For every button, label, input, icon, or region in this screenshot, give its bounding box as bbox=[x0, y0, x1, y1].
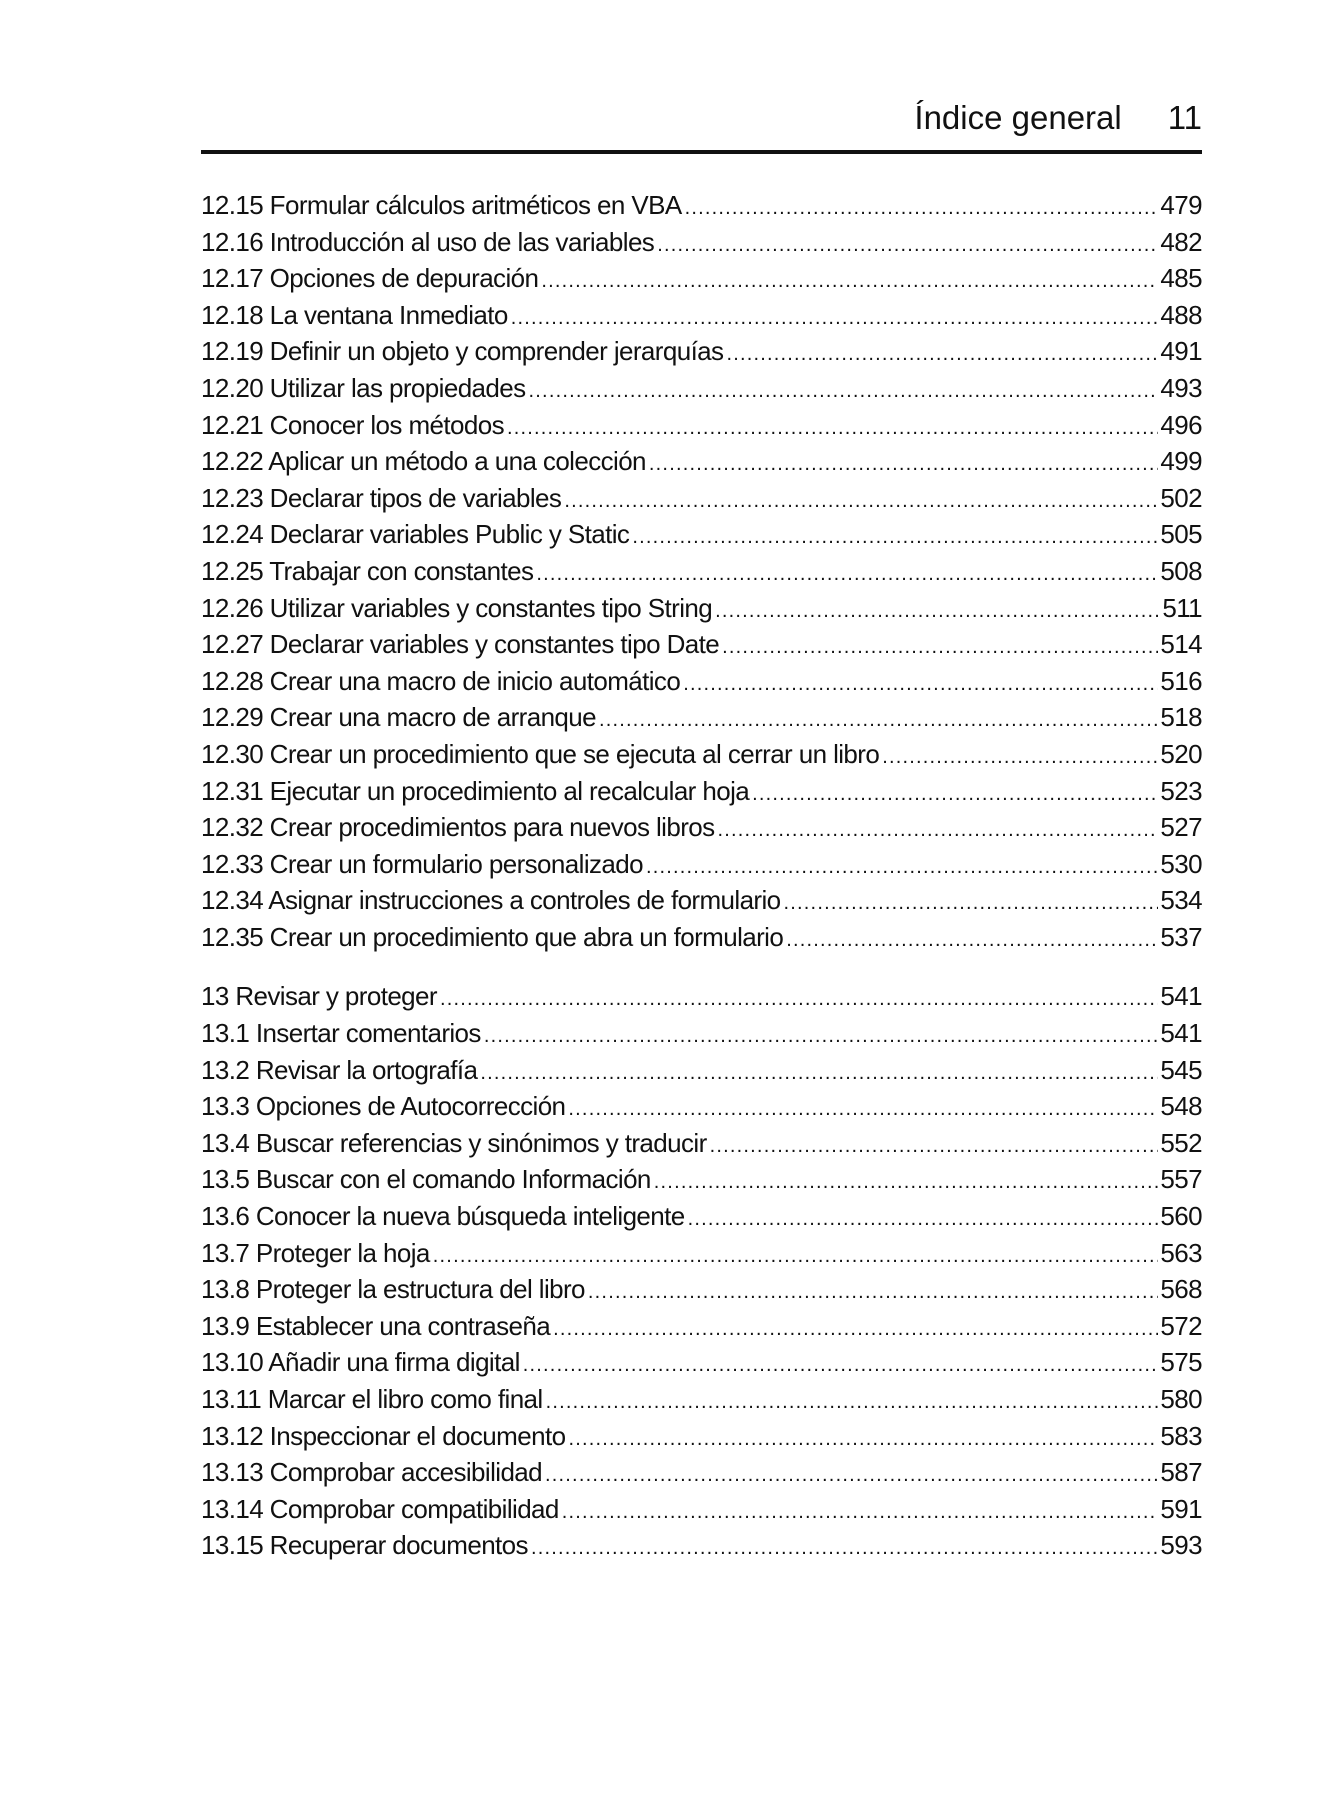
toc-entry bbox=[201, 1128, 1202, 1165]
dot-leader bbox=[784, 892, 1159, 915]
dot-leader bbox=[722, 636, 1158, 659]
toc-entry-title: 13.6 Conocer la nueva búsqueda inteligente bbox=[201, 1201, 685, 1232]
toc-entry-title: 12.34 Asignar instrucciones a controles de formulario bbox=[201, 885, 781, 916]
dot-leader bbox=[882, 746, 1158, 769]
toc-entry-page: 548 bbox=[1160, 1091, 1202, 1122]
toc-entry-title: 12.26 Utilizar variables y constantes tipo String bbox=[201, 592, 713, 623]
header-page-number: 11 bbox=[1167, 99, 1202, 136]
toc-entry bbox=[201, 1457, 1202, 1494]
toc-entry-page: 563 bbox=[1160, 1237, 1202, 1268]
dot-leader bbox=[632, 526, 1158, 549]
toc-entry bbox=[201, 1384, 1202, 1421]
toc-entry bbox=[201, 1201, 1202, 1238]
toc-entry-title: 13.3 Opciones de Autocorrección bbox=[201, 1091, 566, 1122]
toc-entry-page: 541 bbox=[1160, 981, 1202, 1012]
dot-leader bbox=[536, 563, 1158, 586]
header-rule bbox=[201, 150, 1202, 154]
dot-leader bbox=[523, 1354, 1159, 1377]
toc-group bbox=[201, 190, 1202, 958]
running-header bbox=[201, 96, 1202, 156]
toc-entry bbox=[201, 1347, 1202, 1384]
toc-entry-title: 12.21 Conocer los métodos bbox=[201, 409, 504, 440]
toc-entry-page: 545 bbox=[1160, 1054, 1202, 1085]
toc-entry-page: 557 bbox=[1160, 1164, 1202, 1195]
toc-entry-page: 552 bbox=[1160, 1127, 1202, 1158]
toc-entry-title: 12.28 Crear una macro de inicio automático bbox=[201, 665, 681, 696]
toc-entry bbox=[201, 1274, 1202, 1311]
dot-leader bbox=[715, 600, 1160, 623]
dot-leader bbox=[726, 343, 1158, 366]
toc-entry bbox=[201, 1018, 1202, 1055]
dot-leader bbox=[511, 307, 1159, 330]
dot-leader bbox=[562, 1501, 1159, 1524]
toc-entry-page: 485 bbox=[1160, 263, 1202, 294]
toc-entry-page: 520 bbox=[1160, 738, 1202, 769]
dot-leader bbox=[646, 856, 1158, 879]
dot-leader bbox=[433, 1245, 1159, 1268]
toc-entry-page: 575 bbox=[1160, 1347, 1202, 1378]
toc-entry-title: 12.32 Crear procedimientos para nuevos libros bbox=[201, 812, 715, 843]
toc-entry-title: 12.18 La ventana Inmediato bbox=[201, 299, 508, 330]
dot-leader bbox=[685, 197, 1159, 220]
dot-leader bbox=[588, 1281, 1158, 1304]
toc-entry-page: 530 bbox=[1160, 848, 1202, 879]
toc-entry bbox=[201, 263, 1202, 300]
toc-entry-page: 482 bbox=[1160, 226, 1202, 257]
toc-entry-page: 493 bbox=[1160, 372, 1202, 403]
toc-entry-title: 13.7 Proteger la hoja bbox=[201, 1237, 430, 1268]
toc-group bbox=[201, 981, 1202, 1567]
toc-entry bbox=[201, 666, 1202, 703]
dot-leader bbox=[440, 988, 1158, 1011]
toc-entry bbox=[201, 812, 1202, 849]
toc-entry bbox=[201, 593, 1202, 630]
toc-entry-title: 13.1 Insertar comentarios bbox=[201, 1018, 481, 1049]
toc-entry-page: 537 bbox=[1160, 921, 1202, 952]
toc-entry bbox=[201, 776, 1202, 813]
dot-leader bbox=[649, 453, 1158, 476]
toc-entry bbox=[201, 336, 1202, 373]
toc-entry bbox=[201, 373, 1202, 410]
toc-entry-title: 13.9 Establecer una contraseña bbox=[201, 1310, 551, 1341]
toc-entry-title: 13.15 Recuperar documentos bbox=[201, 1530, 528, 1561]
toc-entry-page: 534 bbox=[1160, 885, 1202, 916]
toc-entry-title: 13.8 Proteger la estructura del libro bbox=[201, 1274, 585, 1305]
toc-entry-page: 511 bbox=[1162, 592, 1202, 623]
toc-entry bbox=[201, 300, 1202, 337]
dot-leader bbox=[654, 1171, 1159, 1194]
toc-entry bbox=[201, 1494, 1202, 1531]
toc-entry-page: 479 bbox=[1160, 190, 1202, 220]
dot-leader bbox=[683, 673, 1158, 696]
toc-entry-page: 587 bbox=[1160, 1457, 1202, 1488]
toc-entry-page: 541 bbox=[1160, 1018, 1202, 1049]
toc-entry-title: 13.4 Buscar referencias y sinónimos y traducir bbox=[201, 1127, 707, 1158]
toc-entry-page: 527 bbox=[1160, 812, 1202, 843]
toc-entry bbox=[201, 1311, 1202, 1348]
toc-entry bbox=[201, 885, 1202, 922]
toc-entry bbox=[201, 1238, 1202, 1275]
toc-entry bbox=[201, 446, 1202, 483]
toc-entry-title: 13 Revisar y proteger bbox=[201, 981, 437, 1012]
toc-entry bbox=[201, 483, 1202, 520]
toc-entry-title: 12.17 Opciones de depuración bbox=[201, 263, 539, 294]
toc-entry-page: 572 bbox=[1160, 1310, 1202, 1341]
toc-entry bbox=[201, 190, 1202, 227]
toc-entry-page: 508 bbox=[1160, 555, 1202, 586]
toc-entry-title: 12.19 Definir un objeto y comprender jerarquías bbox=[201, 336, 724, 367]
toc-entry-page: 491 bbox=[1160, 336, 1202, 367]
toc-entry bbox=[201, 1421, 1202, 1458]
toc-entry bbox=[201, 981, 1202, 1018]
toc-entry-title: 12.31 Ejecutar un procedimiento al recalcular hoja bbox=[201, 775, 750, 806]
toc-entry bbox=[201, 739, 1202, 776]
toc-entry-page: 560 bbox=[1160, 1201, 1202, 1232]
toc-entry-title: 12.29 Crear una macro de arranque bbox=[201, 702, 597, 733]
toc-entry-title: 12.30 Crear un procedimiento que se ejecuta al cerrar un libro bbox=[201, 738, 880, 769]
dot-leader bbox=[564, 490, 1158, 513]
toc-entry-page: 505 bbox=[1160, 519, 1202, 550]
dot-leader bbox=[568, 1428, 1158, 1451]
toc-entry-page: 583 bbox=[1160, 1420, 1202, 1451]
header-title: Índice general bbox=[914, 99, 1122, 136]
dot-leader bbox=[568, 1098, 1158, 1121]
toc-entry bbox=[201, 556, 1202, 593]
toc-entry-title: 12.33 Crear un formulario personalizado bbox=[201, 848, 643, 879]
dot-leader bbox=[688, 1208, 1159, 1231]
dot-leader bbox=[752, 783, 1158, 806]
toc-entry bbox=[201, 227, 1202, 264]
toc-entry-page: 499 bbox=[1160, 446, 1202, 477]
toc-entry bbox=[201, 922, 1202, 959]
dot-leader bbox=[599, 709, 1158, 732]
toc-entry bbox=[201, 1164, 1202, 1201]
toc-entry bbox=[201, 1091, 1202, 1128]
dot-leader bbox=[529, 380, 1159, 403]
dot-leader bbox=[484, 1025, 1159, 1048]
toc-entry-title: 12.22 Aplicar un método a una colección bbox=[201, 446, 646, 477]
toc-entry bbox=[201, 1530, 1202, 1567]
toc-entry-page: 514 bbox=[1160, 629, 1202, 660]
dot-leader bbox=[718, 819, 1159, 842]
toc-entry-title: 12.16 Introducción al uso de las variables bbox=[201, 226, 655, 257]
toc-entry-title: 12.27 Declarar variables y constantes tipo Date bbox=[201, 629, 720, 660]
dot-leader bbox=[531, 1537, 1158, 1560]
toc-entry-page: 523 bbox=[1160, 775, 1202, 806]
dot-leader bbox=[553, 1318, 1158, 1341]
toc-entry-title: 12.20 Utilizar las propiedades bbox=[201, 372, 526, 403]
toc-entry-page: 593 bbox=[1160, 1530, 1202, 1561]
dot-leader bbox=[541, 270, 1158, 293]
dot-leader bbox=[786, 929, 1158, 952]
toc-entry-page: 488 bbox=[1160, 299, 1202, 330]
toc-entry bbox=[201, 629, 1202, 666]
toc-entry-title: 12.24 Declarar variables Public y Static bbox=[201, 519, 630, 550]
toc-entry-title: 12.15 Formular cálculos aritméticos en VBA bbox=[201, 190, 682, 220]
toc-entry-title: 13.12 Inspeccionar el documento bbox=[201, 1420, 566, 1451]
dot-leader bbox=[710, 1135, 1159, 1158]
dot-leader bbox=[546, 1391, 1159, 1414]
header-content bbox=[914, 96, 1202, 140]
toc-entry-page: 496 bbox=[1160, 409, 1202, 440]
toc-entry-page: 568 bbox=[1160, 1274, 1202, 1305]
table-of-contents bbox=[201, 190, 1202, 1567]
toc-entry-title: 13.2 Revisar la ortografía bbox=[201, 1054, 478, 1085]
dot-leader bbox=[507, 417, 1158, 440]
toc-entry-page: 502 bbox=[1160, 482, 1202, 513]
toc-entry-page: 591 bbox=[1160, 1493, 1202, 1524]
toc-entry-title: 13.14 Comprobar compatibilidad bbox=[201, 1493, 559, 1524]
toc-entry-title: 12.23 Declarar tipos de variables bbox=[201, 482, 562, 513]
toc-entry-page: 580 bbox=[1160, 1384, 1202, 1414]
toc-entry-page: 518 bbox=[1160, 702, 1202, 733]
dot-leader bbox=[480, 1062, 1158, 1085]
dot-leader bbox=[545, 1464, 1158, 1487]
toc-entry-title: 13.10 Añadir una firma digital bbox=[201, 1347, 520, 1378]
toc-entry-title: 12.25 Trabajar con constantes bbox=[201, 555, 534, 586]
toc-entry-title: 13.5 Buscar con el comando Información bbox=[201, 1164, 651, 1195]
dot-leader bbox=[657, 234, 1158, 257]
toc-entry-page: 516 bbox=[1160, 665, 1202, 696]
toc-entry bbox=[201, 410, 1202, 447]
toc-entry-title: 13.11 Marcar el libro como final bbox=[201, 1384, 543, 1414]
toc-entry bbox=[201, 849, 1202, 886]
toc-entry bbox=[201, 1055, 1202, 1092]
toc-entry bbox=[201, 519, 1202, 556]
toc-entry-title: 13.13 Comprobar accesibilidad bbox=[201, 1457, 543, 1488]
toc-entry bbox=[201, 702, 1202, 739]
toc-entry-title: 12.35 Crear un procedimiento que abra un formulario bbox=[201, 921, 784, 952]
